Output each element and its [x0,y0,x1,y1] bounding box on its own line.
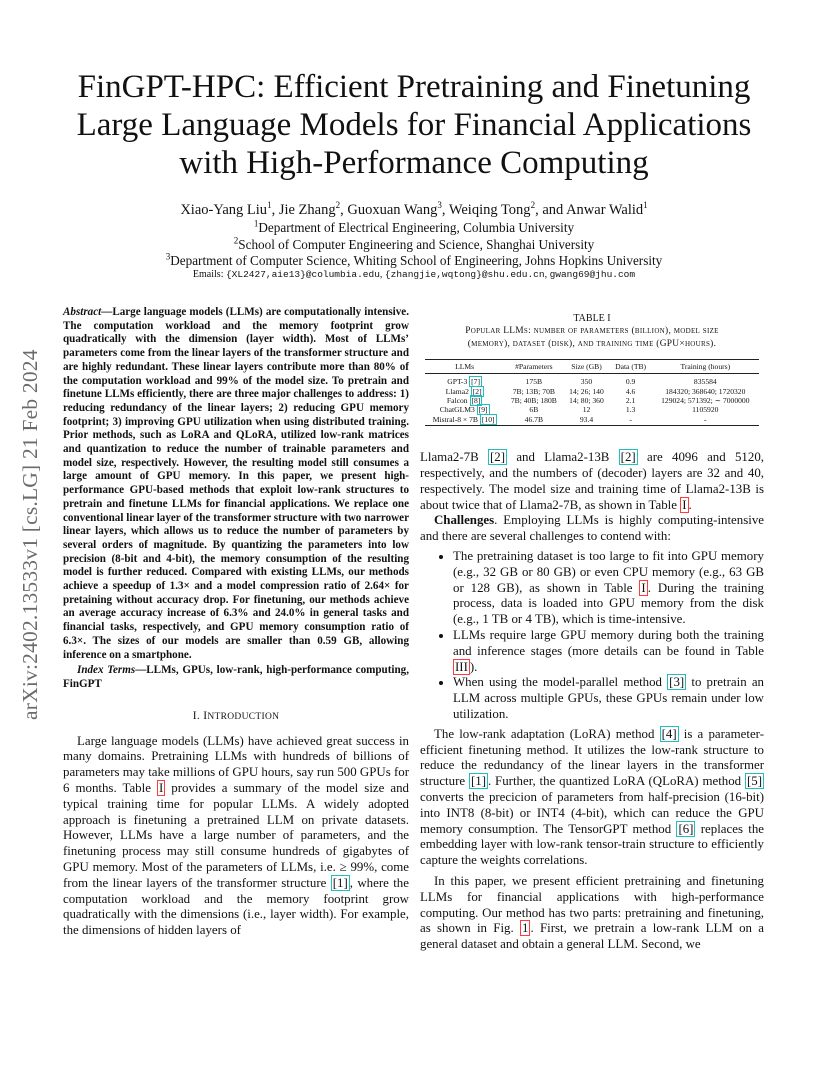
table-header: Data (TB) [610,360,652,374]
title-line-2: Large Language Models for Financial Applications [76,107,752,143]
table-header: Training (hours) [652,360,759,374]
body-text: to pretrain an LLM across multiple GPUs, these GPUs remain under low utilization. [453,675,764,721]
author-sup: 2 [530,200,536,211]
body-text: When using the model-parallel method [453,675,668,690]
body-text: The pretraining dataset is too large to fit into GPU memory (e.g., 32 GB or 80 GB) or even CPU memory (e.g., 63 GB or 128 GB), as shown in Table [453,549,764,595]
author-sep: , and [535,202,567,218]
table-cell: 350 [580,377,593,387]
arxiv-side-stamp: arXiv:2402.13533v1 [cs.LG] 21 Feb 2024 [18,349,42,720]
citation-link[interactable]: [1] [332,875,348,890]
challenges-paragraph [420,513,764,545]
citation-link[interactable]: [4] [661,726,677,741]
table-cell: 129024; 571392; ∼ 7000000 [661,396,750,405]
citation-link[interactable]: [7] [471,377,481,387]
abstract [63,306,409,662]
table-cell: 1105920 [692,405,719,415]
citation-link[interactable]: [10] [481,414,495,424]
affiliation-2 [60,237,768,253]
email-jhu[interactable]: gwang69@jhu.com [549,269,636,280]
table-caption-line-1: Popular LLMs: number of parameters (billion), model size [465,326,719,336]
body-text: Llama2-7B [420,450,488,465]
email-line: Emails: {XL2427,aie13}@columbia.edu, {zhangjie,wqtong}@shu.edu.cn, gwang69@jhu.com [192,269,636,280]
table-ref-link[interactable]: I [158,781,164,796]
table-header: #Parameters [504,360,563,374]
author-sep: , [441,202,449,218]
table-cell-llm [425,415,504,426]
body-text: . During the training process, data is loaded into GPU memory from the disk (e.g., 1 TB or 4 TB), which is time-intensive. [453,580,764,627]
table-caption-line-2: (memory), dataset (disk), and training time (GPU×hours). [467,338,717,349]
list-item [453,628,764,675]
left-column [63,306,409,939]
intro-paragraph [63,734,409,939]
table-caption [420,325,764,350]
challenges-label: Challenges [434,513,495,528]
citation-link[interactable]: [8] [471,396,481,405]
abstract-label: Abstract [63,306,102,318]
table-cell-llm [425,387,504,396]
paper-title [60,68,768,182]
author-sep: , [271,202,279,218]
author-sup: 3 [437,200,442,211]
table-cell: 1.3 [625,405,636,415]
email-label: Emails: [192,269,226,280]
body-text: . [688,497,692,512]
section-first-letter: I [203,709,208,722]
table-cell: 4.6 [625,386,636,396]
section-rest: NTRODUCTION [207,711,280,722]
author-name: Jie Zhang [278,202,336,218]
llm-name: GPT-3 [447,377,470,387]
index-terms-text: —LLMs, GPUs, low-rank, high-performance computing, FinGPT [63,664,409,690]
list-item [453,549,764,628]
table-cell: 46.7B [504,415,563,426]
citation-link[interactable]: [6] [678,821,694,836]
affiliation-1 [60,220,768,236]
intro-text: Large language models (LLMs) have achieved great success in many domains. Pretraining LLMs with hundreds of billions of parameters may take millions of GPU hours, say run 500 GPUs for 6 months. Table [63,733,409,796]
citation-link[interactable]: [2] [472,386,482,396]
llm-name: Mistral-8 × 7B [432,414,480,424]
author-sup: 1 [267,200,272,211]
table-ref-link[interactable]: III [455,659,468,674]
llm-name: ChatGLM3 [439,405,477,415]
body-text: In this paper, we present efficient pretraining and finetuning LLMs for financial applications with high-performance computing. Our method has two parts: pretraining and finetuning, as shown in Fig. [420,873,764,936]
right-body [420,450,764,953]
table-cell: 12 [582,405,591,415]
table-cell: - [610,415,652,426]
table-cell-llm [425,396,504,405]
affiliation-sup: 1 [253,218,259,229]
table-cell: 14; 80; 360 [569,396,604,405]
affiliation-sup: 2 [233,235,239,246]
table-ref-link[interactable]: I [682,497,687,512]
author-name: Anwar Walid [566,202,644,218]
table-cell: - [652,415,759,426]
table-cell: 7B; 13B; 70B [512,386,555,396]
author-sep: , [340,202,348,218]
email-shu[interactable]: {zhangjie,wqtong}@shu.edu.cn [384,269,545,280]
citation-link[interactable]: [2] [620,450,636,465]
body-text: . First, we pretrain a low-rank LLM on a general dataset and obtain a general LLM. Second, we [420,921,764,952]
table-cell: 835584 [693,377,717,387]
body-text: and Llama2-13B [507,450,619,465]
body-text: The low-rank adaptation (LoRA) method [434,726,660,741]
author-list [60,202,768,219]
challenges-list [420,549,764,723]
index-terms-label: Index Terms [77,664,136,677]
citation-link[interactable]: [1] [470,774,486,789]
list-item [453,675,764,722]
section-heading-introduction [63,710,409,722]
body-text: . Employing LLMs is highly computing-intensive and there are several challenges to contend with: [420,513,764,544]
author-name: Weiqing Tong [448,202,531,218]
index-terms [63,664,409,691]
title-line-1: FinGPT-HPC: Efficient Pretraining and Finetuning [77,69,751,105]
lora-paragraph [420,727,764,869]
citation-link[interactable]: [2] [490,450,506,465]
affiliation-text: School of Computer Engineering and Science, Shanghai University [238,237,595,252]
table-row [425,405,759,414]
table-cell: 0.9 [625,377,636,387]
abstract-text: —Large language models (LLMs) are computationally intensive. The computation workload and the memory footprint grow quadratically with the dimension (layer width). Most of LLMs’ parameters come from the linear layers of the transformer structure and are highly redundant. These linear layers contribute more than 80% of the computation workload and 99% of the model size. To pretrain and finetune LLMs efficiently, there are three major challenges to address: 1) reducing redundancy of the linear layers; 2) reducing GPU memory footprint; 3) improving GPU utilization when using distributed training. Prior methods, such as LoRA and QLoRA, utilized low-rank matrices and quantization to reduce the number of trainable parameters and model size, respectively. However, the resulting model still consumes a large amount of GPU memory. In this paper, we present high-performance GPU-based methods that exploit low-rank structures to pretrain and finetune LLMs for financial applications. We replace one conventional linear layer of the transformer structure with two narrower linear layers, which allows us to reduce the number of parameters by several orders of magnitude. By quantizing the parameters into low precision (8-bit and 4-bit), the memory consumption of the resulting model is further reduced. Compared with existing LLMs, our methods achieve a speedup of 1.3× and a model compression ratio of 2.64× for pretaining without accuracy drop. For finetuning, our methods achieve an average accuracy increase of 6.3% and 24.0% in general tasks and financial tasks, respectively, and GPU memory consumption ratio of 6.3×. The sizes of our models are smaller than 0.59 GB, allowing inference on a smartphone. [63,306,409,661]
llm-name: Falcon [446,396,470,405]
author-name: Xiao-Yang Liu [180,202,268,218]
email-columbia[interactable]: {XL2427,aie13}@columbia.edu [225,269,380,280]
citation-link[interactable]: [5] [746,774,762,789]
table-header-row [425,360,759,374]
body-text: are 4096 and 5120, respectively, and the numbers of (decoder) layers are 32 and 40, respectively. The model size and training time of Llama2-13B is about twice that of Llama2-7B, as shown in Table [420,450,764,512]
section-numeral: I. [192,709,204,722]
table-label: TABLE I [573,313,611,324]
affiliation-text: Department of Electrical Engineering, Columbia University [258,220,575,235]
affiliation-text: Department of Computer Science, Whiting School of Engineering, Johns Hopkins University [170,253,663,268]
body-text: replaces the embedding layer with low-rank tensor-train structure to efficiently capture the weights correlations. [420,821,764,868]
body-text: is a parameter-efficient finetuning method. It utilizes the low-rank structure to reduce the redundancy of the linear layers in the transformer structure [420,726,765,789]
table-cell: 6B [529,405,539,415]
table-row [425,396,759,405]
table-cell: 14; 26; 140 [569,386,604,396]
citation-link[interactable]: [9] [478,405,488,415]
table-ref-link[interactable]: I [641,580,646,595]
author-name: Guoxuan Wang [347,202,438,218]
table-header: LLMs [425,360,504,374]
table-cell: 93.4 [563,415,609,426]
citation-link[interactable]: [3] [669,675,685,690]
intro-text: , where the computation workload and the memory footprint grow quadratically with the dimensions (i.e., layer width). For example, the dimensions of hidden layers of [63,875,409,938]
table-cell: 2.1 [625,396,636,405]
author-sup: 2 [335,200,341,211]
title-line-3: with High-Performance Computing [179,145,649,181]
affiliation-sup: 3 [165,251,171,262]
body-text: . Further, the quantized LoRA (QLoRA) method [487,774,745,789]
table-cell: 184320; 368640; 1720320 [665,386,746,396]
figure-ref-link[interactable]: 1 [521,921,529,936]
table-cell-llm [425,374,504,387]
table-cell: 175B [525,377,543,387]
table-cell: 7B; 40B; 180B [510,396,557,405]
body-text: ). [469,659,478,674]
body-text: LLMs require large GPU memory during both the training and inference stages (more details can be found in Table [453,627,764,658]
body-text: converts the precicion of parameters from half-precision (16-bit) into INT8 (8-bit) or INT4 (4-bit), which can reduce the GPU memory consumption. The TensorGPT method [420,789,764,836]
right-column [420,312,764,953]
author-sup: 1 [643,200,648,211]
paper-overview-paragraph [420,874,764,953]
table-row [425,374,759,387]
right-paragraph-1 [420,450,764,513]
table-header: Size (GB) [563,360,609,374]
intro-text: provides a summary of the model size and typical training time for popular LLMs. A widely adopted approach is finetuning a pretrained LLM on private datasets. However, LLMs have a large number of parameters, and the finetuning process may still consume hundreds of gigabytes of GPU memory. Most of the parameters of LLMs, i.e. ≥ 99%, come from the linear layers of the transformer structure [63,781,409,890]
llm-table [425,359,759,426]
llm-name: Llama2 [445,386,471,396]
affiliation-3 [60,253,768,269]
table-row [425,415,759,426]
